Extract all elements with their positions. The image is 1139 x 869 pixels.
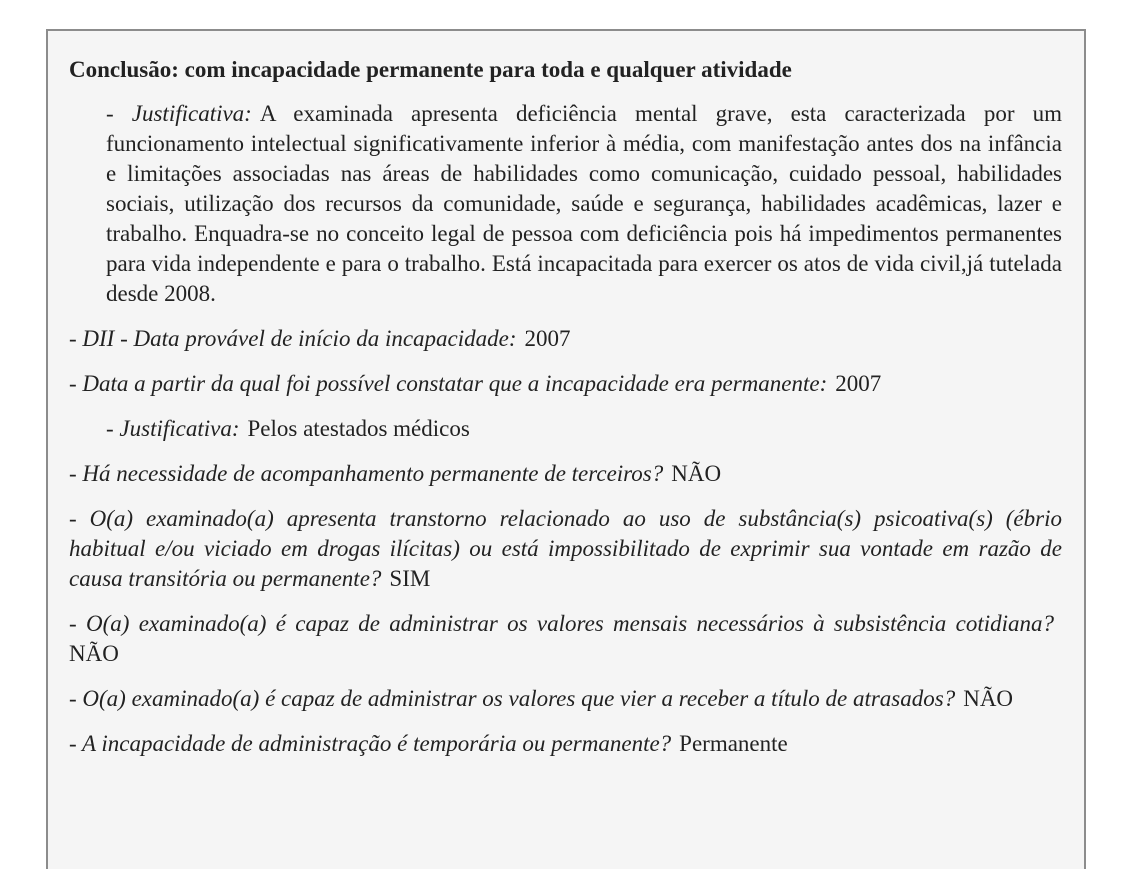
justificativa-label: - Justificativa: (106, 101, 252, 126)
acompanhamento-answer: NÃO (671, 461, 722, 486)
justificativa-2-label: - Justificativa: (106, 416, 240, 441)
temporaria-answer: Permanente (679, 731, 788, 756)
temporaria-question: - A incapacidade de administração é temporária ou permanente? (69, 731, 672, 756)
acompanhamento-question: - Há necessidade de acompanhamento permanente de terceiros? (69, 461, 664, 486)
valores-mensais-answer: NÃO (69, 641, 119, 666)
report-panel (46, 29, 1086, 869)
conclusion-title: Conclusão: com incapacidade permanente para toda e qualquer atividade (69, 57, 792, 82)
valores-atrasados-question: - O(a) examinado(a) é capaz de administrar os valores que vier a receber a título de atrasados? (69, 686, 956, 711)
temporaria-item (69, 729, 1062, 759)
valores-mensais-question: - O(a) examinado(a) é capaz de administrar os valores mensais necessários à subsistência cotidiana? (69, 611, 1054, 636)
permanent-date-question: - Data a partir da qual foi possível constatar que a incapacidade era permanente: (69, 371, 828, 396)
permanent-date-item (69, 369, 1062, 399)
valores-atrasados-item (69, 684, 1062, 714)
valores-atrasados-answer: NÃO (963, 686, 1014, 711)
justificativa-paragraph (69, 99, 1062, 309)
transtorno-question: - O(a) examinado(a) apresenta transtorno relacionado ao uso de substância(s) psicoativa(s) (ébrio habitual e/ou viciado em drogas ilícitas) ou está impossibilitado de exprimir sua vontade em razão de causa transitória ou permanente? (69, 506, 1062, 591)
dii-answer: 2007 (524, 326, 571, 351)
valores-mensais-item (69, 609, 1062, 669)
permanent-date-answer: 2007 (835, 371, 882, 396)
justificativa-text: A examinada apresenta deficiência mental grave, esta caracterizada por um funcionamento intelectual significativamente inferior à média, com manifestação antes dos na infância e limitações associadas nas áreas de habilidades como comunicação, cuidado pessoal, habilidades sociais, utilização dos recursos da comunidade, saúde e segurança, habilidades acadêmicas, lazer e trabalho. Enquadra-se no conceito legal de pessoa com deficiência pois há impedimentos permanentes para vida independente e para o trabalho. Está incapacitada para exercer os atos de vida civil,já tutelada desde 2008. (106, 101, 1062, 306)
dii-item (69, 324, 1062, 354)
transtorno-item (69, 504, 1062, 594)
dii-question: - DII - Data provável de início da incapacidade: (69, 326, 517, 351)
justificativa-2-text: Pelos atestados médicos (247, 416, 470, 441)
acompanhamento-item (69, 459, 1062, 489)
transtorno-answer: SIM (389, 566, 431, 591)
justificativa-2-paragraph (69, 414, 1062, 444)
